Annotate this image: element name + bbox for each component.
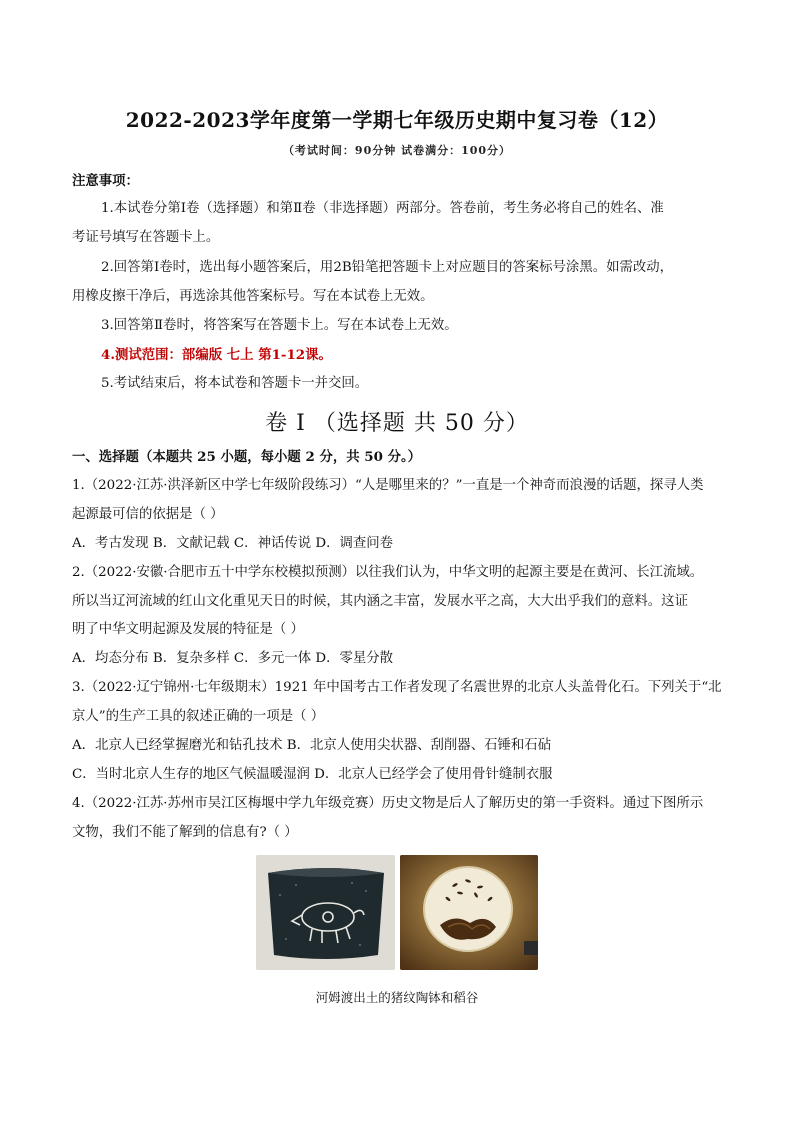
notice-item-4-test-scope: 4.测试范围：部编版 七上 第1-12课。 (101, 347, 332, 363)
notice-item-1-cont: 考证号填写在答题卡上。 (72, 230, 220, 245)
rice-grain-specimen-image (400, 855, 538, 970)
notice-item-5: 5.考试结束后，将本试卷和答题卡一并交回。 (101, 376, 369, 391)
volume-heading: 卷 I （选择题 共 50 分） (265, 411, 529, 436)
question-4-line-1: 4.（2022·江苏·苏州市吴江区梅堰中学九年级竞赛）历史文物是后人了解历史的第一手资料。通过下图所示 (72, 796, 704, 811)
pig-pattern-pottery-bowl-image (256, 855, 395, 970)
notice-item-2-cont: 用橡皮擦干净后，再选涂其他答案标号。写在本试卷上无效。 (72, 289, 434, 304)
notice-heading: 注意事项： (72, 173, 139, 189)
question-2-line-2: 所以当辽河流域的红山文化重见天日的时候，其内涵之丰富，发展水平之高，大大出乎我们的意料。这证 (72, 594, 688, 609)
question-4-line-2: 文物，我们不能了解到的信息有?（ ） (72, 825, 298, 840)
exam-title: 2022-2023学年度第一学期七年级历史期中复习卷（12） (125, 108, 669, 132)
notice-item-2: 2.回答第Ⅰ卷时，选出每小题答案后，用2B铅笔把答题卡上对应题目的答案标号涂黑。如需改动， (101, 260, 674, 275)
question-1-line-1: 1.（2022·江苏·洪泽新区中学七年级阶段练习）“人是哪里来的？”一直是一个神奇而浪漫的话题，探寻人类 (72, 478, 704, 493)
question-3-option-ab: A．北京人已经掌握磨光和钻孔技术 B．北京人使用尖状器、刮削器、石锤和石砧 (72, 738, 552, 753)
figure-caption: 河姆渡出土的猪纹陶钵和稻谷 (315, 990, 479, 1005)
section-heading: 一、选择题（本题共 25 小题，每小题 2 分，共 50 分。） (72, 449, 422, 465)
question-3-option-cd: C．当时北京人生存的地区气候温暖湿润 D．北京人已经学会了使用骨针缝制衣服 (72, 767, 553, 782)
question-1-options: A．考古发现 B．文献记载 C．神话传说 D．调查问卷 (72, 536, 394, 551)
exam-subtitle: （考试时间：90分钟 试卷满分：100分） (282, 144, 512, 157)
question-2-line-1: 2.（2022·安徽·合肥市五十中学东校模拟预测）以往我们认为，中华文明的起源主要是在黄河、长江流域。 (72, 565, 704, 580)
question-2-line-3: 明了中华文明起源及发展的特征是（ ） (72, 622, 304, 637)
question-1-line-2: 起源最可信的依据是（ ） (72, 507, 224, 522)
question-3-line-2: 京人”的生产工具的叙述正确的一项是（ ） (72, 709, 325, 724)
question-3-line-1: 3.（2022·辽宁锦州·七年级期末）1921 年中国考古工作者发现了名震世界的北京人头盖骨化石。下列关于“北 (72, 680, 722, 695)
notice-item-3: 3.回答第Ⅱ卷时，将答案写在答题卡上。写在本试卷上无效。 (101, 318, 458, 333)
notice-item-1: 1.本试卷分第Ⅰ卷（选择题）和第Ⅱ卷（非选择题）两部分。答卷前，考生务必将自己的姓名、准 (101, 201, 664, 216)
question-2-options: A．均态分布 B．复杂多样 C．多元一体 D．零星分散 (72, 651, 394, 666)
